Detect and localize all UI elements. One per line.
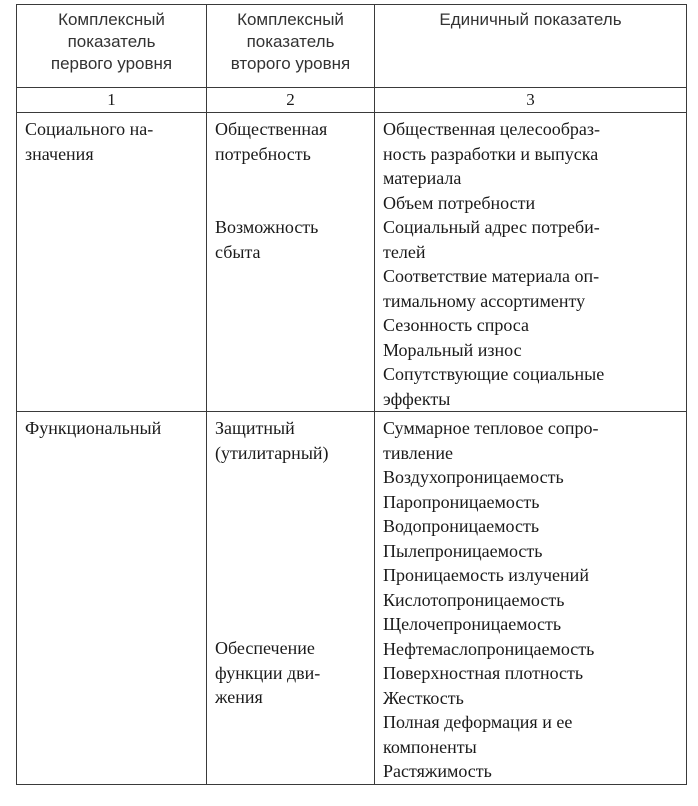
indicator-line: Социальный адрес потреби- — [383, 217, 600, 237]
indicator-line: Моральный износ — [383, 339, 522, 360]
indicator-line: Поверхностная плотность — [383, 663, 584, 683]
column-number: 2 — [207, 88, 375, 113]
cell-line: Возможность — [215, 217, 319, 237]
indicator-line: Суммарное тепловое сопро- — [383, 418, 599, 438]
cell-line: потребность — [215, 143, 311, 164]
quality-indicators-table — [16, 4, 687, 785]
indicator-line: компоненты — [383, 736, 477, 757]
table-row — [17, 412, 687, 785]
indicator-line: тивление — [383, 442, 453, 463]
cell-line: Функциональный — [25, 418, 162, 438]
header-line: Единичный показатель — [439, 10, 622, 29]
indicator-line: тимальному ассортименту — [383, 290, 586, 311]
table-row — [17, 113, 687, 412]
cell-line: сбыта — [215, 241, 261, 262]
indicator-cell — [375, 412, 687, 785]
indicator-line: Полная деформация и ее — [383, 712, 573, 732]
header-line: первого уровня — [50, 54, 173, 73]
indicator-line: Водопроницаемость — [383, 516, 540, 536]
indicator-line: Проницаемость излучений — [383, 565, 589, 585]
indicator-line: Кислотопроницаемость — [383, 589, 565, 610]
indicator-line: Соответствие материала оп- — [383, 266, 600, 286]
indicator-line: Паропроницаемость — [383, 491, 540, 512]
indicator-line: Объем потребности — [383, 192, 536, 213]
indicator-line: Щелочепроницаемость — [383, 614, 562, 634]
indicator-line: материала — [383, 168, 462, 188]
indicator-line: Воздухопроницаемость — [383, 467, 564, 487]
cell-line: функции дви- — [215, 662, 321, 683]
cell-line: значения — [25, 143, 94, 164]
cell-line: Социального на- — [25, 119, 154, 139]
column-number: 1 — [17, 88, 207, 113]
header-first-level — [17, 5, 207, 88]
column-number-row — [17, 88, 687, 113]
header-second-level — [207, 5, 375, 88]
header-line: Комплексный — [237, 10, 344, 29]
indicator-line: телей — [383, 241, 426, 262]
header-single-indicator — [375, 5, 687, 88]
cell-line: Общественная — [215, 119, 328, 139]
cell-line: Обеспечение — [215, 638, 315, 658]
indicator-line: Сезонность спроса — [383, 315, 529, 335]
indicator-line: Нефтемаслопроницаемость — [383, 638, 595, 659]
cell-line: жения — [215, 687, 263, 707]
header-line: показатель — [67, 32, 156, 51]
first-level-cell — [17, 113, 207, 412]
header-line: показатель — [246, 32, 335, 51]
table-header-row — [17, 5, 687, 88]
indicator-line: Жесткость — [383, 687, 464, 708]
indicator-cell — [375, 113, 687, 412]
header-line: Комплексный — [58, 10, 165, 29]
second-level-cell — [207, 412, 375, 785]
cell-line: Защитный — [215, 418, 295, 438]
second-level-cell — [207, 113, 375, 412]
first-level-cell — [17, 412, 207, 785]
indicator-line: Общественная целесообраз- — [383, 119, 601, 139]
indicator-line: Растяжимость — [383, 761, 492, 781]
cell-line: (утилитарный) — [215, 442, 329, 463]
indicator-line: Сопутствующие социальные — [383, 364, 605, 384]
header-line: второго уровня — [230, 54, 351, 73]
indicator-line: Пылепроницаемость — [383, 540, 543, 561]
indicator-line: эффекты — [383, 388, 451, 409]
column-number: 3 — [375, 88, 687, 113]
indicator-line: ность разработки и выпуска — [383, 143, 599, 164]
